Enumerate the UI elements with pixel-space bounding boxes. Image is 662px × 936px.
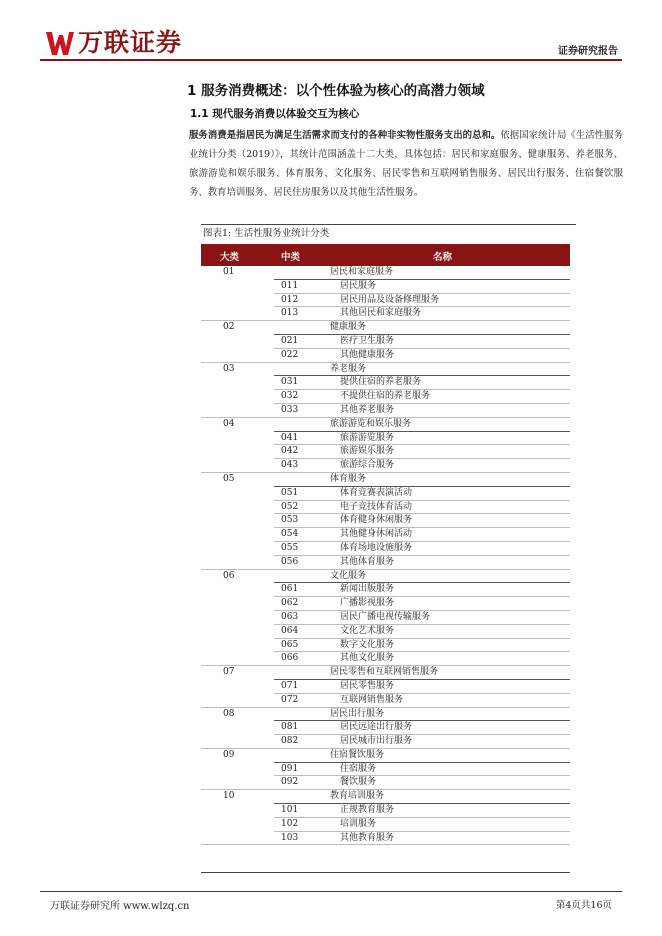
category-name: 正规教育服务 (340, 805, 395, 816)
table-row (201, 625, 570, 639)
category-name: 互联网销售服务 (340, 694, 404, 705)
category-name: 居民远途出行服务 (340, 722, 413, 733)
mid-code: 032 (281, 391, 299, 402)
category-name: 居民服务 (340, 280, 377, 291)
major-code: 09 (223, 749, 235, 760)
classification-table (201, 244, 570, 845)
mid-code: 051 (281, 487, 299, 498)
table-row (201, 501, 570, 515)
mid-code: 052 (281, 501, 299, 512)
table-row (201, 652, 570, 666)
table-row (201, 266, 570, 280)
major-code: 04 (223, 418, 235, 429)
report-type-label: 证券研究报告 (558, 46, 618, 57)
major-code: 05 (223, 473, 235, 484)
table-header (201, 244, 570, 266)
table-row (201, 349, 570, 363)
mid-code: 082 (281, 736, 299, 747)
page-number: 第4页共16页 (555, 900, 612, 911)
category-name: 教育培训服务 (330, 791, 385, 802)
mid-code: 021 (281, 335, 299, 346)
table-row (201, 832, 570, 846)
category-name: 居民出行服务 (330, 708, 385, 719)
page-header (0, 0, 662, 64)
table-row (201, 294, 570, 308)
category-name: 其他健康服务 (340, 349, 395, 360)
category-name: 餐饮服务 (340, 777, 377, 788)
paragraph-text: 依据国家统计局《生活性服务业统计分类（2019）》，其统计范围涵盖十二大类，具体包括：居民和家庭服务、健康服务、养老服务、旅游游览和娱乐服务、体育服务、文化服务、居民零售和互联网销售服务、居民出行服务、住宿餐饮服务、教育培训服务、居民住房服务以及其他生活性服务。 (189, 130, 623, 198)
table-row (201, 790, 570, 804)
category-name: 养老服务 (330, 363, 367, 374)
table-row (201, 556, 570, 570)
category-name: 旅游游览和娱乐服务 (330, 418, 412, 429)
mid-code: 012 (281, 294, 299, 305)
table-row (201, 335, 570, 349)
table-row (201, 321, 570, 335)
table-row (201, 804, 570, 818)
category-name: 旅游综合服务 (340, 460, 395, 471)
mid-code: 091 (281, 763, 299, 774)
header-name: 名称 (433, 252, 453, 263)
table-row (201, 776, 570, 790)
table-row (201, 376, 570, 390)
table-row (201, 749, 570, 763)
mid-code: 081 (281, 722, 299, 733)
mid-code: 022 (281, 349, 299, 360)
mid-code: 053 (281, 515, 299, 526)
table-row (201, 708, 570, 722)
table-row (201, 639, 570, 653)
table-row (201, 570, 570, 584)
section-subtitle: 1.1 现代服务消费以体验交互为核心 (190, 108, 360, 120)
paragraph-lead: 服务消费是指居民为满足生活需求而支付的各种非实物性服务支出的总和。 (189, 130, 501, 141)
mid-code: 013 (281, 308, 299, 319)
company-logo (45, 28, 182, 58)
mid-code: 031 (281, 377, 299, 388)
mid-code: 092 (281, 777, 299, 788)
mid-code: 071 (281, 680, 299, 691)
row-divider (201, 844, 570, 845)
category-name: 居民城市出行服务 (340, 736, 413, 747)
table-row (201, 459, 570, 473)
header-major: 大类 (220, 252, 240, 263)
table-row (201, 432, 570, 446)
category-name: 其他养老服务 (340, 404, 395, 415)
category-name: 居民用品及设备修理服务 (340, 294, 440, 305)
category-name: 不提供住宿的养老服务 (340, 391, 431, 402)
mid-code: 055 (281, 542, 299, 553)
mid-code: 061 (281, 584, 299, 595)
category-name: 新闻出版服务 (340, 584, 395, 595)
table-row (201, 404, 570, 418)
table-row (201, 445, 570, 459)
table-row (201, 611, 570, 625)
mid-code: 103 (281, 832, 299, 843)
table-row (201, 694, 570, 708)
table-row (201, 280, 570, 294)
mid-code: 041 (281, 432, 299, 443)
category-name: 文化服务 (330, 570, 367, 581)
category-name: 医疗卫生服务 (340, 335, 395, 346)
wanlian-logo-icon (45, 28, 75, 58)
mid-code: 072 (281, 694, 299, 705)
category-name: 居民零售和互联网销售服务 (330, 667, 439, 678)
table-row (201, 390, 570, 404)
category-name: 居民零售服务 (340, 680, 395, 691)
major-code: 08 (223, 708, 235, 719)
logo-text: 万联证券 (78, 28, 183, 57)
table-row (201, 763, 570, 777)
table-row (201, 418, 570, 432)
table-row (201, 307, 570, 321)
category-name: 其他居民和家庭服务 (340, 308, 422, 319)
mid-code: 066 (281, 653, 299, 664)
mid-code: 064 (281, 625, 299, 636)
table-row (201, 528, 570, 542)
mid-code: 054 (281, 529, 299, 540)
category-name: 培训服务 (340, 818, 377, 829)
mid-code: 056 (281, 556, 299, 567)
major-code: 03 (223, 363, 235, 374)
section-title: 1 服务消费概述：以个性体验为核心的高潜力领域 (187, 83, 485, 99)
major-code: 01 (223, 267, 235, 277)
major-code: 07 (223, 667, 235, 678)
table-row (201, 818, 570, 832)
category-name: 旅游娱乐服务 (340, 446, 395, 457)
mid-code: 101 (281, 805, 299, 816)
category-name: 其他健身休闲活动 (340, 529, 413, 540)
category-name: 其他体育服务 (340, 556, 395, 567)
mid-code: 102 (281, 818, 299, 829)
category-name: 居民广播电视传输服务 (340, 611, 431, 622)
table-row (201, 597, 570, 611)
mid-code: 062 (281, 598, 299, 609)
category-name: 体育竞赛表演活动 (340, 487, 413, 498)
footer-divider (40, 891, 622, 892)
category-name: 住宿服务 (340, 763, 377, 774)
category-name: 旅游游览服务 (340, 432, 395, 443)
category-name: 住宿餐饮服务 (330, 749, 385, 760)
mid-code: 043 (281, 460, 299, 471)
category-name: 其他文化服务 (340, 653, 395, 664)
table-row (201, 363, 570, 377)
table-row (201, 583, 570, 597)
category-name: 居民和家庭服务 (330, 267, 394, 277)
table-row (201, 542, 570, 556)
category-name: 其他教育服务 (340, 832, 395, 843)
table-body (201, 266, 570, 845)
mid-code: 063 (281, 611, 299, 622)
table-title: 图表1: 生活性服务业统计分类 (201, 224, 576, 242)
footer-source: 万联证券研究所 www.wlzq.cn (50, 901, 190, 912)
table-row (201, 721, 570, 735)
table-row (201, 680, 570, 694)
body-paragraph (189, 126, 623, 202)
mid-code: 065 (281, 639, 299, 650)
category-name: 体育服务 (330, 473, 367, 484)
category-name: 体育健身休闲服务 (340, 515, 413, 526)
mid-code: 042 (281, 446, 299, 457)
table-row (201, 735, 570, 749)
major-code: 02 (223, 322, 235, 333)
table-row (201, 666, 570, 680)
table-bottom-rule (201, 872, 570, 873)
category-name: 电子竞技体育活动 (340, 501, 413, 512)
table-row (201, 473, 570, 487)
major-code: 10 (223, 791, 235, 802)
header-divider (40, 59, 622, 61)
mid-code: 033 (281, 404, 299, 415)
category-name: 体育场地设施服务 (340, 542, 413, 553)
category-name: 广播影视服务 (340, 598, 395, 609)
table-row (201, 514, 570, 528)
category-name: 提供住宿的养老服务 (340, 377, 422, 388)
category-name: 健康服务 (330, 322, 367, 333)
major-code: 06 (223, 570, 235, 581)
table-row (201, 487, 570, 501)
mid-code: 011 (281, 280, 299, 291)
header-mid: 中类 (281, 252, 301, 263)
category-name: 文化艺术服务 (340, 625, 395, 636)
category-name: 数字文化服务 (340, 639, 395, 650)
